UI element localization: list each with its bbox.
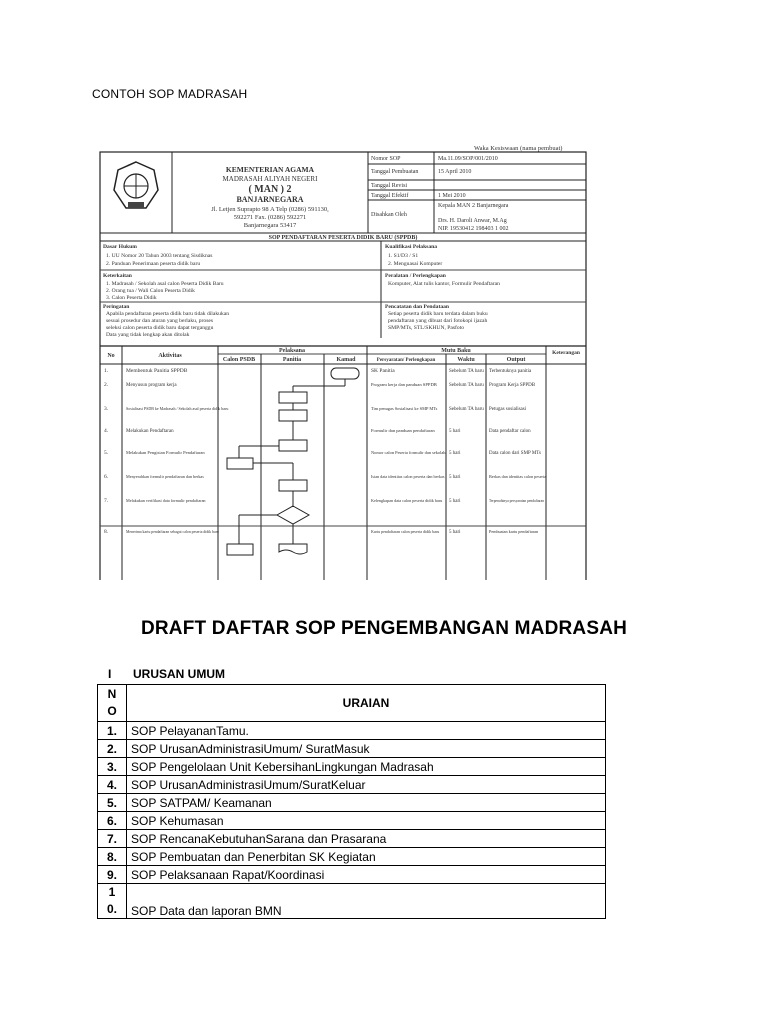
signer-nip: NIP. 19530412 198403 1 002 [438, 226, 509, 232]
row-requirement: Isian data identitas calon peserta dan berkas [371, 474, 445, 479]
row-text: SOP UrusanAdministrasiUmum/SuratKeluar [127, 776, 606, 794]
row-time: Sebelum TA baru [449, 407, 484, 412]
section-number: I [108, 667, 112, 681]
block-line: Apabila pendaftaran peserta didik baru tidak dilakukan [106, 311, 230, 317]
block-title: Kualifikasi Pelaksana [385, 244, 438, 250]
col-output: Output [506, 357, 526, 363]
row-no: 2. [104, 382, 109, 388]
flow-decision [277, 506, 309, 524]
block-line: seleksi calon peserta didik baru dapat terganggu [106, 325, 214, 331]
row-activity: Menyerahkan formulir pendaftaran dan berkas [126, 474, 204, 479]
row-requirement: Kartu pendaftaran calon peserta didik baru [371, 529, 440, 534]
row-no: 7. [104, 498, 109, 504]
row-output: Data calon dari SMP MTs [489, 451, 541, 456]
org-address: Jl. Letjen Suprapto 98 A Telp (0286) 591130, [211, 206, 329, 213]
row-activity: Menyusun program kerja [126, 383, 177, 388]
block-line: Setiap peserta didik baru terdata dalam buku [388, 311, 488, 317]
row-time: 5 hari [449, 530, 461, 535]
block-line: sesuai prosedur dan aturan yang berlaku, proses [106, 318, 214, 324]
form-top-note: Waka Kesiswaan (nama pembuat) [474, 145, 563, 152]
row-time: 5 hari [449, 451, 461, 456]
block-line: 2. Panduan Penerimaan peserta didik baru [106, 261, 201, 267]
block-line: 2. Menguasai Komputer [388, 261, 443, 267]
row-activity: Sosialisasi PSDB ke Madrasah / Sekolah asal peserta didik baru [126, 406, 229, 411]
row-text: SOP Data dan laporan BMN [127, 884, 606, 919]
table-row [98, 758, 606, 776]
draft-title: DRAFT DAFTAR SOP PENGEMBANGAN MADRASAH [140, 618, 628, 639]
row-number: 1. [98, 722, 127, 740]
col-mutu-baku: Mutu Baku [441, 348, 471, 354]
row-requirement: Formulir dan panduan pendaftaran [371, 428, 435, 433]
table-row [98, 812, 606, 830]
signer-name: Drs. H. Daroli Anwar, M.Ag [438, 218, 507, 224]
row-time: Sebelum TA baru [449, 369, 484, 374]
row-output: Petugas sosialisasi [489, 407, 527, 412]
col-aktivitas: Aktivitas [158, 353, 182, 359]
org-city: Banjarnegara 53417 [243, 222, 297, 229]
org-line2: MADRASAH ALIYAH NEGERI [222, 175, 318, 183]
table-header-row [98, 685, 606, 722]
block-line: 2. Orang tua / Wali Calon Peserta Didik [106, 288, 195, 294]
table-row [98, 776, 606, 794]
row-output: Terpenuhinya persyaratan pendaftaran [489, 499, 545, 503]
meta-label: Tanggal Pembuatan [371, 169, 419, 175]
col-calon: Calon PSDB [222, 357, 256, 363]
flowchart [227, 368, 359, 555]
header-uraian: URAIAN [127, 685, 606, 722]
row-output: Program Kerja SPPDB [489, 383, 536, 388]
flow-process [279, 410, 307, 421]
row-no: 4. [104, 428, 109, 434]
block-title: Keterkaitan [103, 273, 132, 279]
row-requirement: Tim penugas Sosialisasi ke SMP MTs [371, 406, 438, 411]
row-text: SOP PelayananTamu. [127, 722, 606, 740]
block-line: 1. UU Nomor 20 Tahun 2003 tentang Sisdiknas [106, 253, 213, 259]
table-row [98, 740, 606, 758]
block-line: 1. Madrasah / Sekolah asal calon Peserta Didik Baru [106, 281, 224, 287]
row-text: SOP Kehumasan [127, 812, 606, 830]
row-time: 5 hari [449, 499, 461, 504]
org-line1: KEMENTERIAN AGAMA [225, 165, 315, 174]
row-number: 3. [98, 758, 127, 776]
meta-label: Tanggal Revisi [371, 183, 408, 189]
row-number: 5. [98, 794, 127, 812]
row-no: 6. [104, 474, 109, 480]
table-row [98, 848, 606, 866]
row-text: SOP SATPAM/ Keamanan [127, 794, 606, 812]
meta-label: Disahkan Oleh [371, 212, 407, 218]
row-no: 8. [104, 529, 109, 535]
org-address2: 592271 Fax. (0286) 592271 [233, 214, 307, 221]
flow-process [279, 480, 307, 491]
row-number: 6. [98, 812, 127, 830]
col-pelaksana: Pelaksana [278, 348, 306, 354]
flow-document [279, 544, 307, 554]
col-waktu: Waktu [457, 357, 475, 363]
block-line: SMP/MTs, STL/SKHUN, Pasfoto [388, 325, 465, 331]
row-no: 3. [104, 406, 109, 412]
flow-process [227, 544, 253, 555]
block-line: Komputer, Alat tulis kantor, Formulir Pendaftaran [388, 281, 500, 287]
col-panitia: Panitia [282, 357, 302, 363]
meta-value: Kepala MAN 2 Banjarnegara [438, 203, 509, 209]
header-no [98, 685, 127, 722]
row-requirement: Kelengkapan data calon peserta didik baru [371, 498, 443, 503]
block-title: Peringatan [103, 304, 130, 310]
table-row [98, 794, 606, 812]
meta-label: Nomor SOP [371, 156, 401, 162]
row-time: 5 hari [449, 475, 461, 480]
flow-process [279, 392, 307, 403]
row-number [98, 884, 127, 919]
meta-value: Ma.11.09/SOP/001/2010 [438, 156, 498, 162]
row-text: SOP RencanaKebutuhanSarana dan Prasarana [127, 830, 606, 848]
row-number: 7. [98, 830, 127, 848]
block-line: 3. Calon Peserta Didik [106, 295, 157, 301]
block-line: 1. S1/D3 / S1 [388, 253, 419, 259]
row-time: Sebelum TA baru [449, 383, 484, 388]
table-row [98, 866, 606, 884]
row-number-text: 10. [106, 885, 117, 916]
org-line3: ( MAN ) 2 [248, 184, 292, 195]
block-title: Pencatatan dan Pendataan [385, 304, 450, 310]
row-output: Terbentuknya panitia [489, 369, 532, 374]
section-title: URUSAN UMUM [133, 667, 225, 681]
table-row [98, 884, 606, 919]
row-text: SOP Pelaksanaan Rapat/Koordinasi [127, 866, 606, 884]
row-activity: Membentuk Panitia SPPDB [126, 368, 188, 374]
row-activity: Menerima kartu pendaftaran sebagai calon peserta didik baru [126, 530, 219, 534]
row-activity: Melakukan Pendaftaran [126, 429, 174, 434]
col-kamad: Kamad [336, 357, 356, 363]
row-output: Pembuatan kartu pendaftaran [489, 529, 539, 534]
row-requirement: Nomor calon Peserta formulir dan sekolah [371, 450, 446, 455]
block-title: Dasar Hukum [103, 244, 137, 250]
block-line: pendaftaran yang dibuat dari fotokopi ijazah [388, 318, 488, 324]
col-keterangan: Keterangan [552, 350, 580, 356]
row-number: 2. [98, 740, 127, 758]
table-row [98, 830, 606, 848]
block-title: Peralatan / Perlengkapan [385, 273, 446, 279]
row-text: SOP UrusanAdministrasiUmum/ SuratMasuk [127, 740, 606, 758]
kemenag-logo-icon [114, 162, 158, 208]
sop-form-image [96, 140, 590, 580]
row-text: SOP Pengelolaan Unit KebersihanLingkungan Madrasah [127, 758, 606, 776]
row-number: 8. [98, 848, 127, 866]
row-requirement: SK Panitia [371, 368, 395, 374]
table-row [98, 722, 606, 740]
row-activity: Melakukan verifikasi data formulir pendaftaran [126, 498, 206, 503]
meta-label: Tanggal Efektif [371, 193, 409, 199]
row-no: 1. [104, 368, 109, 374]
block-line: Data yang tidak lengkap akan ditolak [106, 332, 190, 338]
row-activity: Melakukan Pengisian Formulir Pendaftaran [126, 450, 205, 455]
org-line4: BANJARNEGARA [236, 195, 304, 204]
flow-process [279, 440, 307, 451]
row-requirement: Program kerja dan panduan SPPDB [371, 382, 437, 387]
row-number: 4. [98, 776, 127, 794]
row-output: Data pendaftar calon [489, 429, 531, 434]
flow-process [227, 458, 253, 469]
meta-value: 15 April 2010 [438, 169, 472, 175]
page-heading: CONTOH SOP MADRASAH [92, 87, 248, 101]
col-no: No [107, 353, 115, 359]
sop-name: SOP PENDAFTARAN PESERTA DIDIK BARU (SPPDB) [268, 235, 418, 241]
row-output: Berkas dan identitas calon peserta [489, 474, 546, 479]
row-text: SOP Pembuatan dan Penerbitan SK Kegiatan [127, 848, 606, 866]
header-no-text: NO [107, 687, 117, 718]
row-number: 9. [98, 866, 127, 884]
sop-list-table [97, 684, 606, 919]
row-time: 5 hari [449, 429, 461, 434]
row-no: 5. [104, 450, 109, 456]
col-persyaratan: Persyaratan/ Perlengkapan [376, 358, 436, 363]
meta-value: 1 Mei 2010 [438, 193, 466, 199]
flow-terminator [331, 368, 359, 379]
